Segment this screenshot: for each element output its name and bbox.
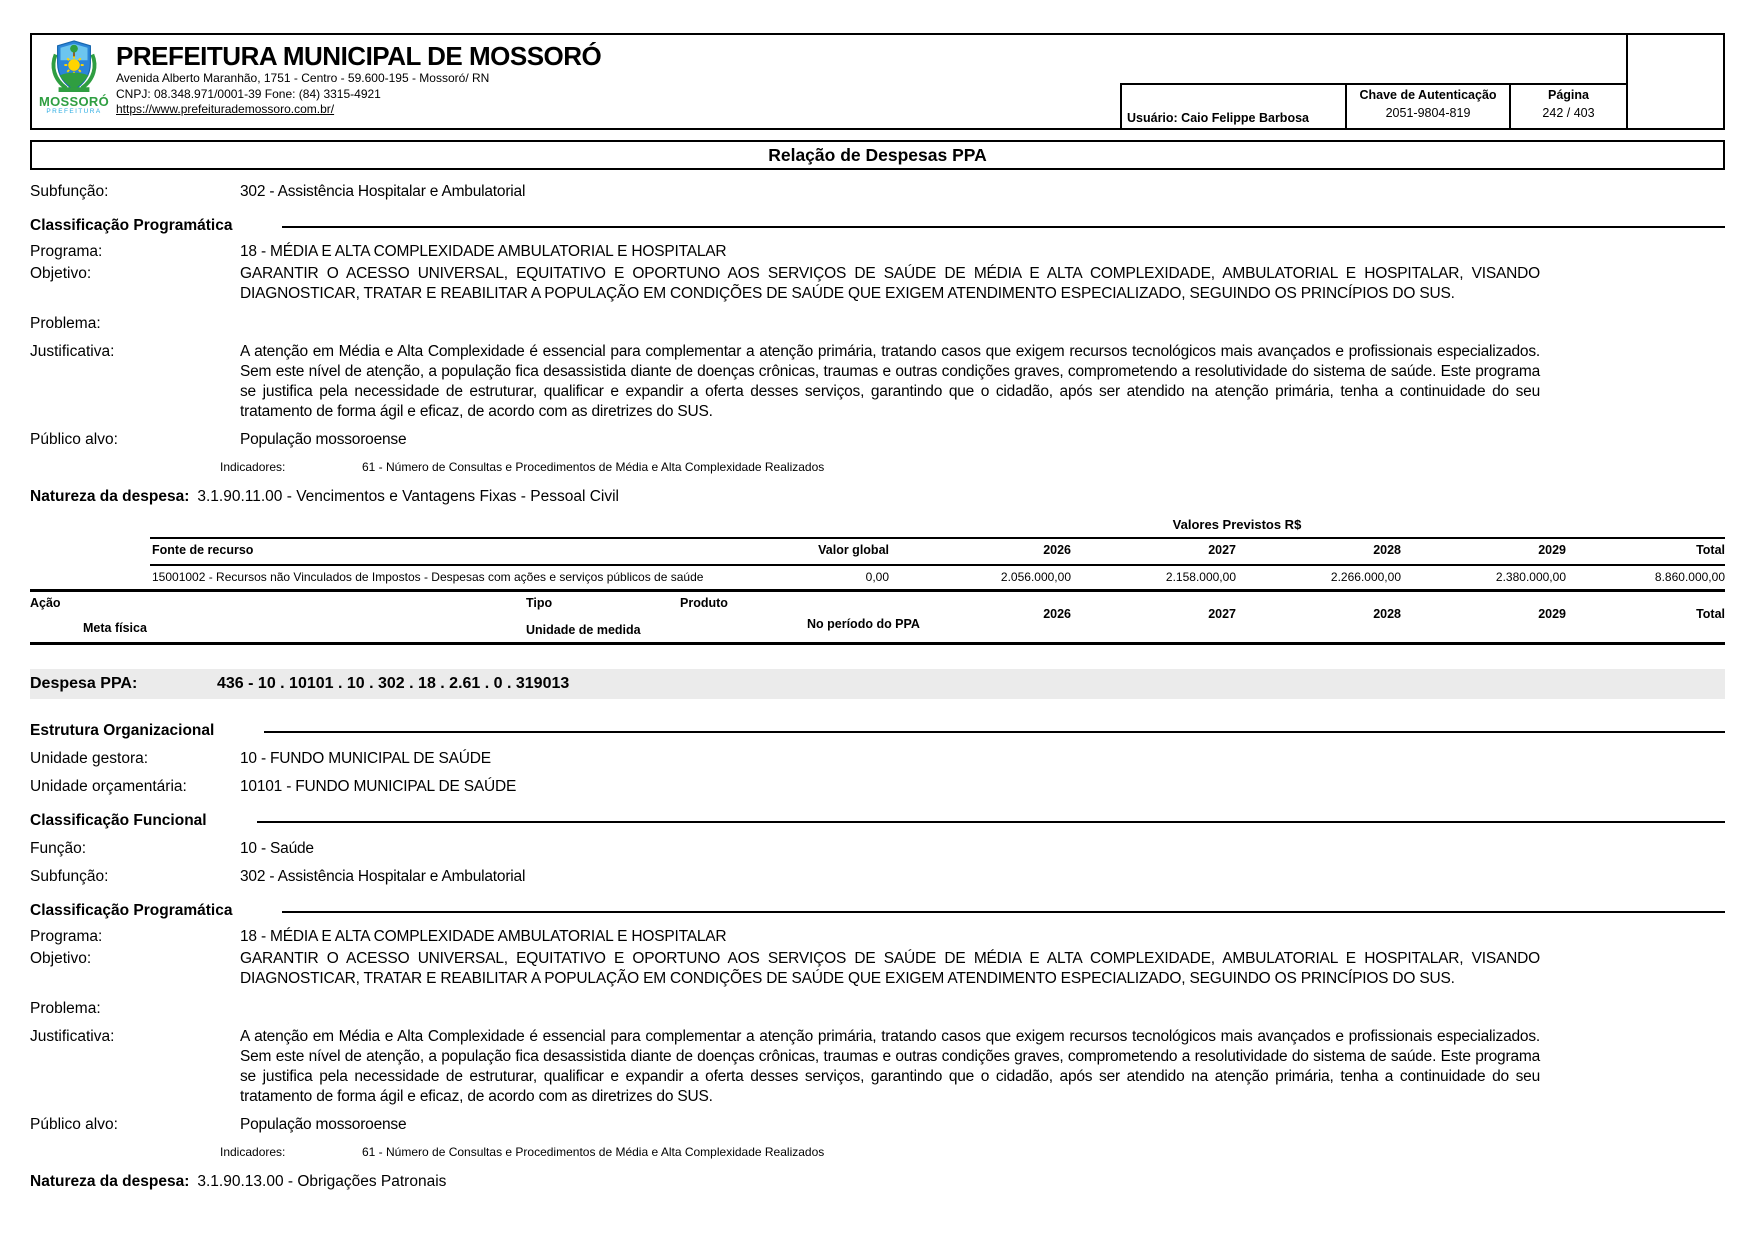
cell-2029: 2.380.000,00	[1495, 570, 1566, 584]
field-value: A atenção em Média e Alta Complexidade é essencial para complementar a atenção primária, tratando casos que exigem recursos tecnológicos mais avançados e profissionais especializados. Sem este nível de atenção, a população fica desassistida diante de doenças crônicas, traumas e outras condições graves, comprometendo a resolutividade do sistema de saúde. Este programa se justifica pela necessidade de estruturar, qualificar e expandir a oferta desses serviços, garantindo que o cidadão, após ser atendido na atenção primária, tenha a continuidade do seu tratamento de forma ágil e eficaz, de acordo com as diretrizes do SUS.	[240, 1028, 1540, 1105]
document-title: Relação de Despesas PPA	[768, 145, 987, 165]
field-label: Subfunção:	[30, 183, 109, 200]
field-value: 18 - MÉDIA E ALTA COMPLEXIDADE AMBULATORIAL E HOSPITALAR	[240, 243, 727, 260]
logo-sub-text: PREFEITURA	[46, 108, 102, 115]
field-value: 3.1.90.11.00 - Vencimentos e Vantagens Fixas - Pessoal Civil	[197, 488, 619, 505]
field-value: A atenção em Média e Alta Complexidade é essencial para complementar a atenção primária, tratando casos que exigem recursos tecnológicos mais avançados e profissionais especializados. Sem este nível de atenção, a população fica desassistida diante de doenças crônicas, traumas e outras condições graves, comprometendo a resolutividade do sistema de saúde. Este programa se justifica pela necessidade de estruturar, qualificar e expandir a oferta desses serviços, garantindo que o cidadão, após ser atendido na atenção primária, tenha a continuidade do seu tratamento de forma ágil e eficaz, de acordo com as diretrizes do SUS.	[240, 343, 1540, 420]
field-label: Objetivo:	[30, 265, 92, 282]
org-website-link[interactable]: https://www.prefeiturademossoro.com.br/	[116, 102, 335, 116]
org-cnpj-phone: CNPJ: 08.348.971/0001-39 Fone: (84) 3315-4921	[116, 86, 381, 101]
acao-header-block	[30, 592, 1725, 640]
despesa-ppa-value: 436 - 10 . 10101 . 10 . 302 . 18 . 2.61 . 0 . 319013	[217, 675, 570, 692]
valores-table-row	[30, 566, 1725, 587]
field-indicadores	[30, 1145, 1725, 1160]
field-programa	[30, 242, 1725, 262]
section-heading-text: Classificação Funcional	[30, 812, 207, 829]
page-number-cell	[1509, 85, 1626, 128]
col-2028: 2028	[1373, 543, 1401, 557]
field-unidade-orcamentaria	[30, 777, 1725, 797]
col-2028: 2028	[1373, 607, 1401, 621]
col-2029: 2029	[1538, 543, 1566, 557]
col-unidade-medida: Unidade de medida	[526, 623, 641, 637]
section-heading-classificacao-programatica	[30, 216, 1725, 236]
col-total: Total	[1696, 607, 1725, 621]
col-produto: Produto	[680, 596, 728, 610]
field-subfuncao	[30, 867, 1725, 887]
col-meta-fisica: Meta física	[83, 621, 147, 635]
field-funcao	[30, 839, 1725, 859]
field-objetivo	[30, 264, 1725, 304]
col-valor-global: Valor global	[818, 543, 889, 557]
col-2027: 2027	[1208, 607, 1236, 621]
section-heading-estrutura-organizacional	[30, 721, 1725, 741]
field-label: Problema:	[30, 1000, 101, 1017]
col-2026: 2026	[1043, 607, 1071, 621]
user-label: Usuário: Caio Felippe Barbosa	[1127, 111, 1309, 125]
org-name: PREFEITURA MUNICIPAL DE MOSSORÓ	[116, 41, 602, 71]
field-label: Unidade gestora:	[30, 750, 149, 767]
section-heading-rule	[282, 911, 1725, 913]
field-label: Natureza da despesa:	[30, 1173, 190, 1190]
field-label: Indicadores:	[220, 1145, 286, 1159]
field-label: Subfunção:	[30, 868, 109, 885]
col-periodo-ppa: No período do PPA	[807, 617, 920, 631]
field-value: 10101 - FUNDO MUNICIPAL DE SAÚDE	[240, 778, 517, 795]
field-label: Programa:	[30, 928, 103, 945]
section-heading-classificacao-funcional	[30, 811, 1725, 831]
field-label: Público alvo:	[30, 431, 118, 448]
cell-total: 8.860.000,00	[1654, 570, 1725, 584]
field-value: 61 - Número de Consultas e Procedimentos de Média e Alta Complexidade Realizados	[362, 460, 825, 474]
field-objetivo	[30, 949, 1725, 989]
col-2029: 2029	[1538, 607, 1566, 621]
section-heading-rule	[264, 731, 1725, 733]
field-value: 3.1.90.13.00 - Obrigações Patronais	[197, 1173, 447, 1190]
field-value: População mossoroense	[240, 431, 407, 448]
page-value: 242 / 403	[1542, 106, 1595, 120]
field-label: Programa:	[30, 243, 103, 260]
col-tipo: Tipo	[526, 596, 553, 610]
field-indicadores	[30, 460, 1725, 475]
field-label: Objetivo:	[30, 950, 92, 967]
field-subfuncao	[30, 182, 1725, 202]
header-meta	[1120, 35, 1626, 128]
field-natureza-despesa	[30, 1172, 1725, 1192]
col-2027: 2027	[1208, 543, 1236, 557]
cell-valor-global: 0,00	[865, 570, 889, 584]
field-label: Público alvo:	[30, 1116, 118, 1133]
field-value: 302 - Assistência Hospitalar e Ambulatorial	[240, 868, 526, 885]
org-address: Avenida Alberto Maranhão, 1751 - Centro - 59.600-195 - Mossoró/ RN	[116, 71, 490, 85]
cell-2028: 2.266.000,00	[1330, 570, 1401, 584]
field-value: 18 - MÉDIA E ALTA COMPLEXIDADE AMBULATORIAL E HOSPITALAR	[240, 928, 727, 945]
field-label: Unidade orçamentária:	[30, 778, 187, 795]
despesa-ppa-bar	[30, 669, 1725, 699]
valores-table-header-row	[30, 539, 1725, 560]
cell-fonte: 15001002 - Recursos não Vinculados de Impostos - Despesas com ações e serviços públicos de saúde	[152, 570, 704, 584]
mossoro-crest-icon	[47, 39, 101, 94]
field-value: GARANTIR O ACESSO UNIVERSAL, EQUITATIVO E OPORTUNO AOS SERVIÇOS DE SAÚDE DE MÉDIA E ALTA COMPLEXIDADE, AMBULATORIAL E HOSPITALAR, VISANDO DIAGNOSTICAR, TRATAR E REABILITAR A POPULAÇÃO EM CONDIÇÕES DE SAÚDE QUE EXIGEM ATENDIMENTO ESPECIALIZADO, SEGUINDO OS PRINCÍPIOS DO SUS.	[240, 265, 1540, 302]
field-label: Natureza da despesa:	[30, 488, 190, 505]
field-value: 61 - Número de Consultas e Procedimentos de Média e Alta Complexidade Realizados	[362, 1145, 825, 1159]
field-programa	[30, 927, 1725, 947]
org-info	[116, 35, 1120, 128]
logo-city-text: MOSSORÓ	[39, 94, 109, 109]
field-value: 10 - FUNDO MUNICIPAL DE SAÚDE	[240, 750, 491, 767]
field-problema	[30, 314, 1725, 334]
field-label: Problema:	[30, 315, 101, 332]
cell-2026: 2.056.000,00	[1000, 570, 1071, 584]
auth-key-label: Chave de Autenticação	[1359, 88, 1497, 102]
valores-previstos-heading: Valores Previstos R$	[1172, 517, 1302, 532]
field-value: GARANTIR O ACESSO UNIVERSAL, EQUITATIVO E OPORTUNO AOS SERVIÇOS DE SAÚDE DE MÉDIA E ALTA COMPLEXIDADE, AMBULATORIAL E HOSPITALAR, VISANDO DIAGNOSTICAR, TRATAR E REABILITAR A POPULAÇÃO EM CONDIÇÕES DE SAÚDE QUE EXIGEM ATENDIMENTO ESPECIALIZADO, SEGUINDO OS PRINCÍPIOS DO SUS.	[240, 950, 1540, 987]
field-label: Justificativa:	[30, 1028, 115, 1045]
document-title-bar	[30, 140, 1725, 170]
field-natureza-despesa	[30, 487, 1725, 507]
header-empty-corner-cell	[1626, 35, 1723, 128]
field-value: 302 - Assistência Hospitalar e Ambulatorial	[240, 183, 526, 200]
table-rule-thick-bottom	[30, 642, 1725, 645]
field-value: População mossoroense	[240, 1116, 407, 1133]
logo-block	[32, 35, 116, 128]
field-label: Indicadores:	[220, 460, 286, 474]
auth-key-cell	[1345, 85, 1509, 128]
section-heading-rule	[257, 821, 1725, 823]
field-value: 10 - Saúde	[240, 840, 314, 857]
field-label: Função:	[30, 840, 87, 857]
section-heading-text: Classificação Programática	[30, 217, 233, 234]
field-label: Justificativa:	[30, 343, 115, 360]
col-total: Total	[1696, 543, 1725, 557]
cell-2027: 2.158.000,00	[1165, 570, 1236, 584]
despesa-ppa-label: Despesa PPA:	[30, 675, 138, 692]
field-publico-alvo	[30, 430, 1725, 450]
page-label: Página	[1548, 88, 1589, 102]
field-unidade-gestora	[30, 749, 1725, 769]
field-publico-alvo	[30, 1115, 1725, 1135]
col-fonte-recurso: Fonte de recurso	[152, 543, 254, 557]
user-info-table	[1120, 83, 1626, 128]
field-justificativa	[30, 1027, 1725, 1107]
col-2026: 2026	[1043, 543, 1071, 557]
section-heading-text: Classificação Programática	[30, 902, 233, 919]
section-heading-text: Estrutura Organizacional	[30, 722, 215, 739]
section-heading-classificacao-programatica	[30, 901, 1725, 921]
document-header	[30, 33, 1725, 130]
section-heading-rule	[282, 226, 1725, 228]
auth-key-value: 2051-9804-819	[1385, 106, 1471, 120]
field-justificativa	[30, 342, 1725, 422]
col-acao: Ação	[30, 596, 61, 610]
field-problema	[30, 999, 1725, 1019]
